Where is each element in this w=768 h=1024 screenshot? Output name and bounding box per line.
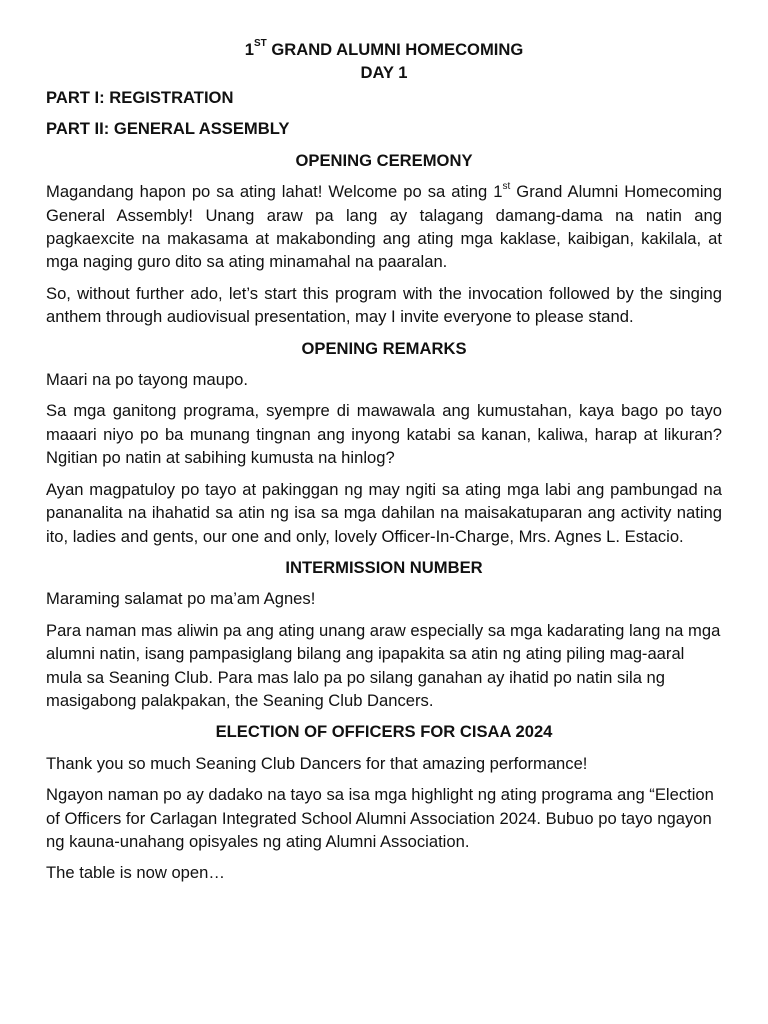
- part-general-assembly-heading: PART II: GENERAL ASSEMBLY: [46, 119, 290, 139]
- intermission-paragraph-2: Para naman mas aliwin pa ang ating unang araw especially sa mga kadarating lang na mga alumni natin, isang pampasiglang bilang ang ipapakita sa atin ng ating piling mag-aaral mula sa Seaning Club. Para mas lalo pa po silang ganahan ay ihatid po natin sila ng masigabong palakpakan, the Seaning Club Dancers.: [46, 620, 721, 710]
- opening-ceremony-heading: OPENING CEREMONY: [295, 150, 473, 170]
- opening-ceremony-text-b: Grand Alumni Homecoming General Assembly! Unang araw pa lang ay talagang damang-dama na natin ang pagkaexcite na makasama at makabonding ang ating mga kaklase, kaibigan, kakilala, at mga naging guro dito sa ating minamahal na paaralan.: [46, 182, 722, 272]
- title-number: 1: [244, 40, 254, 59]
- opening-remarks-heading: OPENING REMARKS: [301, 338, 467, 358]
- ordinal-superscript: st: [502, 180, 511, 192]
- title-superscript: ST: [253, 38, 267, 50]
- day-label: DAY 1: [360, 63, 408, 82]
- intermission-paragraph-1: Maraming salamat po ma’am Agnes!: [46, 589, 316, 609]
- opening-remarks-paragraph-2: Sa mga ganitong programa, syempre di mawawala ang kumustahan, kaya bago po tayo maaari niyo po ba munang tingnan ang inyong katabi sa kanan, kaliwa, harap at likuran? Ngitian po natin at sabihing kumusta na hinlog?: [46, 401, 722, 468]
- opening-ceremony-paragraph-1: [46, 180, 722, 274]
- intermission-heading: INTERMISSION NUMBER: [285, 557, 483, 577]
- election-heading: ELECTION OF OFFICERS FOR CISAA 2024: [215, 722, 553, 742]
- opening-remarks-paragraph-1: Maari na po tayong maupo.: [46, 370, 249, 390]
- document-title: [46, 38, 722, 61]
- opening-ceremony-text-a: Magandang hapon po sa ating lahat! Welcome po sa ating 1: [46, 182, 503, 202]
- part-registration-heading: PART I: REGISTRATION: [46, 88, 234, 107]
- opening-remarks-paragraph-3: Ayan magpatuloy po tayo at pakinggan ng may ngiti sa ating mga labi ang pambungad na pananalita na ihahatid sa atin ng isa sa mga dahilan na maisakatuparan ang activity nating ito, ladies and gents, our one and only, lovely Officer-In-Charge, Mrs. Agnes L. Estacio.: [46, 479, 722, 546]
- title-text: GRAND ALUMNI HOMECOMING: [266, 40, 524, 59]
- election-paragraph-3: The table is now open…: [46, 863, 225, 883]
- election-paragraph-2: Ngayon naman po ay dadako na tayo sa isa mga highlight ng ating programa ang “Election of Officers for Carlagan Integrated School Alumni Association 2024. Bubuo po tayo ngayon ng kauna-unahang opisyales ng ating Alumni Association.: [46, 785, 714, 851]
- election-paragraph-1: Thank you so much Seaning Club Dancers for that amazing performance!: [46, 753, 588, 773]
- opening-ceremony-paragraph-2: So, without further ado, let’s start this program with the invocation followed by the singing anthem through audiovisual presentation, may I invite everyone to please stand.: [46, 283, 722, 327]
